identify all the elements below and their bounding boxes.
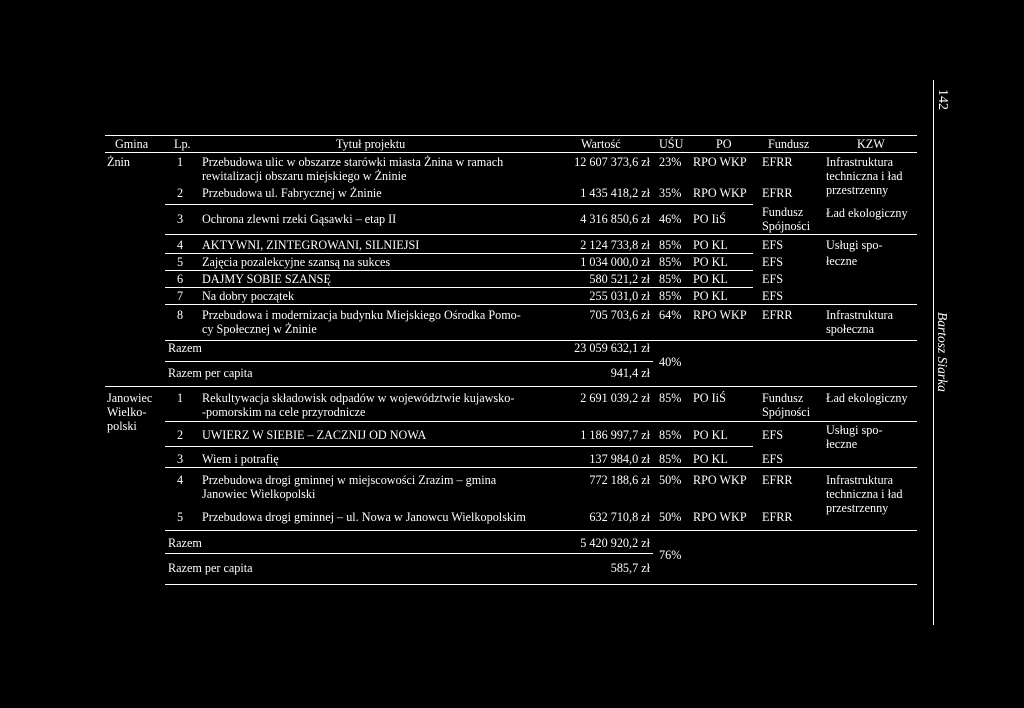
row-kzw: Infrastruktura — [826, 308, 894, 322]
row-title: Ochrona zlewni rzeki Gąsawki – etap II — [202, 212, 397, 226]
row-lp: 5 — [177, 255, 184, 269]
running-author: Bartosz Siarka — [935, 312, 950, 392]
col-header-po: PO — [716, 137, 732, 151]
row-lp: 2 — [177, 428, 184, 442]
row-lp: 1 — [177, 391, 184, 405]
col-header-title: Tytuł projektu — [336, 137, 406, 151]
row-fund: EFRR — [762, 155, 793, 169]
row-title: Rekultywacja składowisk odpadów w województwie kujawsko- — [202, 391, 515, 405]
row-fund: EFS — [762, 255, 784, 269]
row-value: 1 435 418,2 zł — [580, 186, 650, 200]
row-fund: Fundusz — [762, 391, 804, 405]
share-value: 40% — [659, 355, 682, 369]
gmina-name: Janowiec — [107, 391, 153, 405]
row-po: PO KL — [693, 255, 728, 269]
row-rule — [165, 234, 917, 235]
per-capita-label: Razem per capita — [168, 561, 253, 575]
row-kzw: techniczna i ład — [826, 169, 903, 183]
row-lp: 1 — [177, 155, 184, 169]
row-rule — [165, 304, 917, 305]
row-rule — [165, 270, 753, 271]
share-value: 76% — [659, 548, 682, 562]
row-po: PO IiŚ — [693, 391, 726, 405]
row-po: PO KL — [693, 238, 728, 252]
row-usu: 85% — [659, 391, 682, 405]
row-title: Przebudowa drogi gminnej – ul. Nowa w Janowcu Wielkopolskim — [202, 510, 526, 524]
row-fund: EFRR — [762, 473, 793, 487]
row-usu: 85% — [659, 452, 682, 466]
row-title: Wiem i potrafię — [202, 452, 279, 466]
row-value: 772 188,6 zł — [589, 473, 650, 487]
row-lp: 4 — [177, 473, 184, 487]
row-fund: Fundusz — [762, 205, 804, 219]
row-fund: Spójności — [762, 405, 811, 419]
row-rule — [165, 446, 753, 447]
row-kzw: Ład ekologiczny — [826, 391, 908, 405]
row-title: AKTYWNI, ZINTEGROWANI, SILNIEJSI — [202, 238, 420, 252]
row-po: RPO WKP — [693, 510, 747, 524]
total-value: 23 059 632,1 zł — [574, 341, 650, 355]
row-usu: 46% — [659, 212, 682, 226]
row-title: Przebudowa ul. Fabrycznej w Żninie — [202, 186, 382, 200]
row-usu: 50% — [659, 473, 682, 487]
row-kzw: przestrzenny — [826, 501, 889, 515]
row-fund: EFS — [762, 272, 784, 286]
row-rule — [165, 553, 653, 554]
row-kzw: Infrastruktura — [826, 155, 894, 169]
row-fund: EFRR — [762, 308, 793, 322]
row-value: 580 521,2 zł — [589, 272, 650, 286]
row-title: -pomorskim na cele przyrodnicze — [202, 405, 366, 419]
row-value: 255 031,0 zł — [589, 289, 650, 303]
row-po: PO KL — [693, 428, 728, 442]
row-title: Janowiec Wielkopolski — [202, 487, 316, 501]
gmina-name: polski — [107, 419, 137, 433]
row-usu: 85% — [659, 289, 682, 303]
row-po: RPO WKP — [693, 186, 747, 200]
col-header-gmina: Gmina — [115, 137, 149, 151]
total-label: Razem — [168, 341, 202, 355]
row-kzw: łeczne — [826, 254, 858, 268]
per-capita-value: 585,7 zł — [610, 561, 650, 575]
row-value: 1 186 997,7 zł — [580, 428, 650, 442]
col-header-kzw: KZW — [857, 137, 885, 151]
page-number: 142 — [935, 89, 950, 110]
row-kzw: Usługi spo- — [826, 238, 883, 252]
gmina-name: Wielko- — [107, 405, 147, 419]
col-header-lp: Lp. — [174, 137, 191, 151]
row-kzw: społeczna — [826, 322, 875, 336]
row-title: UWIERZ W SIEBIE – ZACZNIJ OD NOWA — [202, 428, 427, 442]
col-header-usu: UŚU — [659, 137, 684, 151]
row-fund: EFRR — [762, 510, 793, 524]
row-po: PO KL — [693, 289, 728, 303]
table-bottom-rule — [165, 584, 917, 585]
row-rule — [165, 287, 753, 288]
row-value: 1 034 000,0 zł — [580, 255, 650, 269]
row-lp: 3 — [177, 212, 184, 226]
row-fund: EFS — [762, 452, 784, 466]
row-po: RPO WKP — [693, 473, 747, 487]
row-lp: 6 — [177, 272, 184, 286]
row-rule — [165, 204, 753, 205]
row-rule — [165, 253, 753, 254]
row-po: PO KL — [693, 452, 728, 466]
row-po: RPO WKP — [693, 308, 747, 322]
row-usu: 85% — [659, 238, 682, 252]
row-po: PO KL — [693, 272, 728, 286]
row-kzw: Infrastruktura — [826, 473, 894, 487]
row-rule — [165, 361, 653, 362]
row-lp: 5 — [177, 510, 184, 524]
row-title: rewitalizacji obszaru miejskiego w Żninie — [202, 169, 407, 183]
col-header-value: Wartość — [581, 137, 621, 151]
per-capita-value: 941,4 zł — [610, 366, 650, 380]
row-kzw: łeczne — [826, 437, 858, 451]
total-label: Razem — [168, 536, 202, 550]
row-usu: 64% — [659, 308, 682, 322]
row-lp: 2 — [177, 186, 184, 200]
row-rule — [165, 467, 917, 468]
row-po: PO IiŚ — [693, 212, 726, 226]
row-title: cy Społecznej w Żninie — [202, 322, 317, 336]
row-title: Przebudowa drogi gminnej w miejscowości Zrazim – gmina — [202, 473, 497, 487]
row-value: 12 607 373,6 zł — [574, 155, 650, 169]
row-lp: 3 — [177, 452, 184, 466]
row-lp: 4 — [177, 238, 184, 252]
row-title: Przebudowa i modernizacja budynku Miejskiego Ośrodka Pomo- — [202, 308, 521, 322]
row-po: RPO WKP — [693, 155, 747, 169]
row-title: Na dobry początek — [202, 289, 295, 303]
col-header-fund: Fundusz — [768, 137, 810, 151]
row-title: Przebudowa ulic w obszarze starówki miasta Żnina w ramach — [202, 155, 504, 169]
row-lp: 7 — [177, 289, 184, 303]
row-fund: EFS — [762, 238, 784, 252]
header-rule — [105, 152, 917, 153]
group-rule — [105, 386, 917, 387]
row-usu: 23% — [659, 155, 682, 169]
row-usu: 50% — [659, 510, 682, 524]
row-value: 705 703,6 zł — [589, 308, 650, 322]
row-value: 2 691 039,2 zł — [580, 391, 650, 405]
row-kzw: Usługi spo- — [826, 423, 883, 437]
row-rule — [165, 530, 917, 531]
total-value: 5 420 920,2 zł — [580, 536, 650, 550]
row-kzw: przestrzenny — [826, 183, 889, 197]
row-title: DAJMY SOBIE SZANSĘ — [202, 272, 331, 286]
row-value: 4 316 850,6 zł — [580, 212, 650, 226]
row-title: Zajęcia pozalekcyjne szansą na sukces — [202, 255, 391, 269]
row-kzw: Ład ekologiczny — [826, 206, 908, 220]
row-value: 632 710,8 zł — [589, 510, 650, 524]
row-value: 137 984,0 zł — [589, 452, 650, 466]
row-usu: 85% — [659, 255, 682, 269]
per-capita-label: Razem per capita — [168, 366, 253, 380]
gmina-name: Żnin — [107, 155, 131, 169]
row-fund: EFRR — [762, 186, 793, 200]
row-rule — [165, 421, 917, 422]
row-fund: Spójności — [762, 219, 811, 233]
row-kzw: techniczna i ład — [826, 487, 903, 501]
row-fund: EFS — [762, 289, 784, 303]
row-lp: 8 — [177, 308, 184, 322]
row-usu: 85% — [659, 428, 682, 442]
table-top-rule — [105, 135, 917, 136]
row-fund: EFS — [762, 428, 784, 442]
row-value: 2 124 733,8 zł — [580, 238, 650, 252]
row-usu: 35% — [659, 186, 682, 200]
row-usu: 85% — [659, 272, 682, 286]
